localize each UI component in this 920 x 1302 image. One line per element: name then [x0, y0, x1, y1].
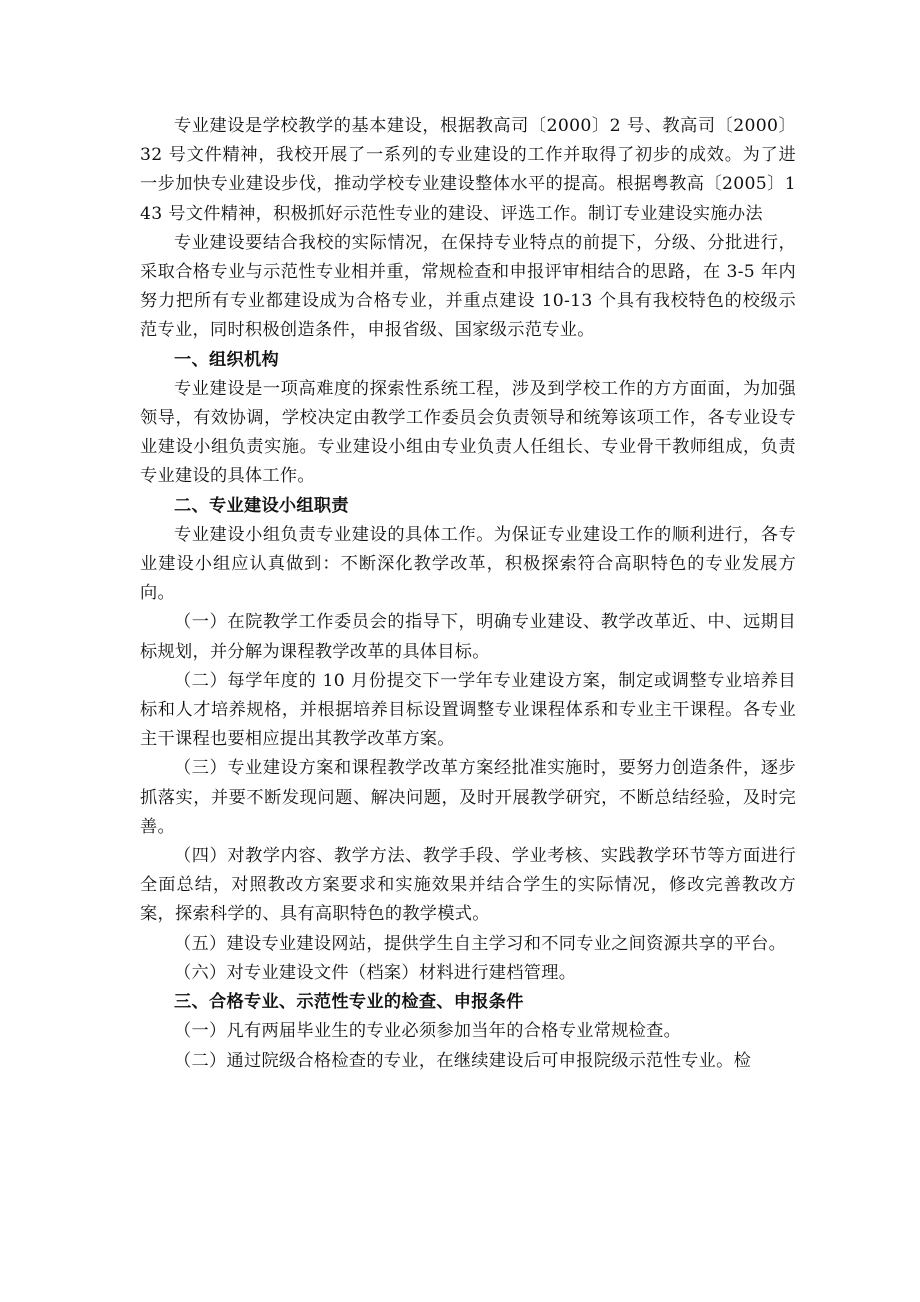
section-organization-body: 专业建设是一项高难度的探索性系统工程，涉及到学校工作的方方面面，为加强领导，有效协调，学校决定由教学工作委员会负责领导和统筹该项工作，各专业设专业建设小组负责实施。专业建设小组由专业负责人任组长、专业骨干教师组成，负责专业建设的具体工作。	[140, 378, 796, 487]
condition-item-1: （一）凡有两届毕业生的专业必须参加当年的合格专业常规检查。	[174, 1021, 682, 1042]
duty-item-6: （六）对专业建设文件（档案）材料进行建档管理。	[174, 962, 577, 983]
section-duties-body: 专业建设小组负责专业建设的具体工作。为保证专业建设工作的顺利进行，各专业建设小组应认真做到：不断深化教学改革，积极探索符合高职特色的专业发展方向。	[140, 524, 796, 604]
condition-item-2: （二）通过院级合格检查的专业，在继续建设后可申报院级示范性专业。检	[174, 1050, 752, 1071]
document-body	[140, 112, 796, 1076]
intro-paragraph-1: 专业建设是学校教学的基本建设，根据教高司〔2000〕2 号、教高司〔2000〕32 号文件精神，我校开展了一系列的专业建设的工作并取得了初步的成效。为了进一步加快专业建设步伐，推动学校专业建设整体水平的提高。根据粤教高〔2005〕143 号文件精神，积极抓好示范性专业的建设、评选工作。制订专业建设实施办法	[140, 116, 796, 224]
duty-item-5: （五）建设专业建设网站，提供学生自主学习和不同专业之间资源共享的平台。	[174, 933, 787, 954]
section-heading-conditions: 三、合格专业、示范性专业的检查、申报条件	[174, 992, 524, 1013]
section-heading-organization: 一、组织机构	[174, 349, 279, 370]
duty-item-2: （二）每学年度的 10 月份提交下一学年专业建设方案，制定或调整专业培养目标和人才培养规格，并根据培养目标设置调整专业课程体系和专业主干课程。各专业主干课程也要相应提出其教学改革方案。	[140, 670, 796, 750]
intro-paragraph-2: 专业建设要结合我校的实际情况，在保持专业特点的前提下，分级、分批进行，采取合格专业与示范性专业相并重，常规检查和申报评审相结合的思路，在 3-5 年内努力把所有专业都建设成为合格专业，并重点建设 10-13 个具有我校特色的校级示范专业，同时积极创造条件，申报省级、国家级示范专业。	[140, 232, 796, 341]
duty-item-4: （四）对教学内容、教学方法、教学手段、学业考核、实践教学环节等方面进行全面总结，对照教改方案要求和实施效果并结合学生的实际情况，修改完善教改方案，探索科学的、具有高职特色的教学模式。	[140, 846, 796, 925]
duty-item-3: （三）专业建设方案和课程教学改革方案经批准实施时，要努力创造条件，逐步抓落实，并要不断发现问题、解决问题，及时开展教学研究，不断总结经验，及时完善。	[140, 758, 796, 837]
section-heading-duties: 二、专业建设小组职责	[174, 495, 349, 516]
duty-item-1: （一）在院教学工作委员会的指导下，明确专业建设、教学改革近、中、远期目标规划，并分解为课程教学改革的具体目标。	[140, 612, 796, 662]
